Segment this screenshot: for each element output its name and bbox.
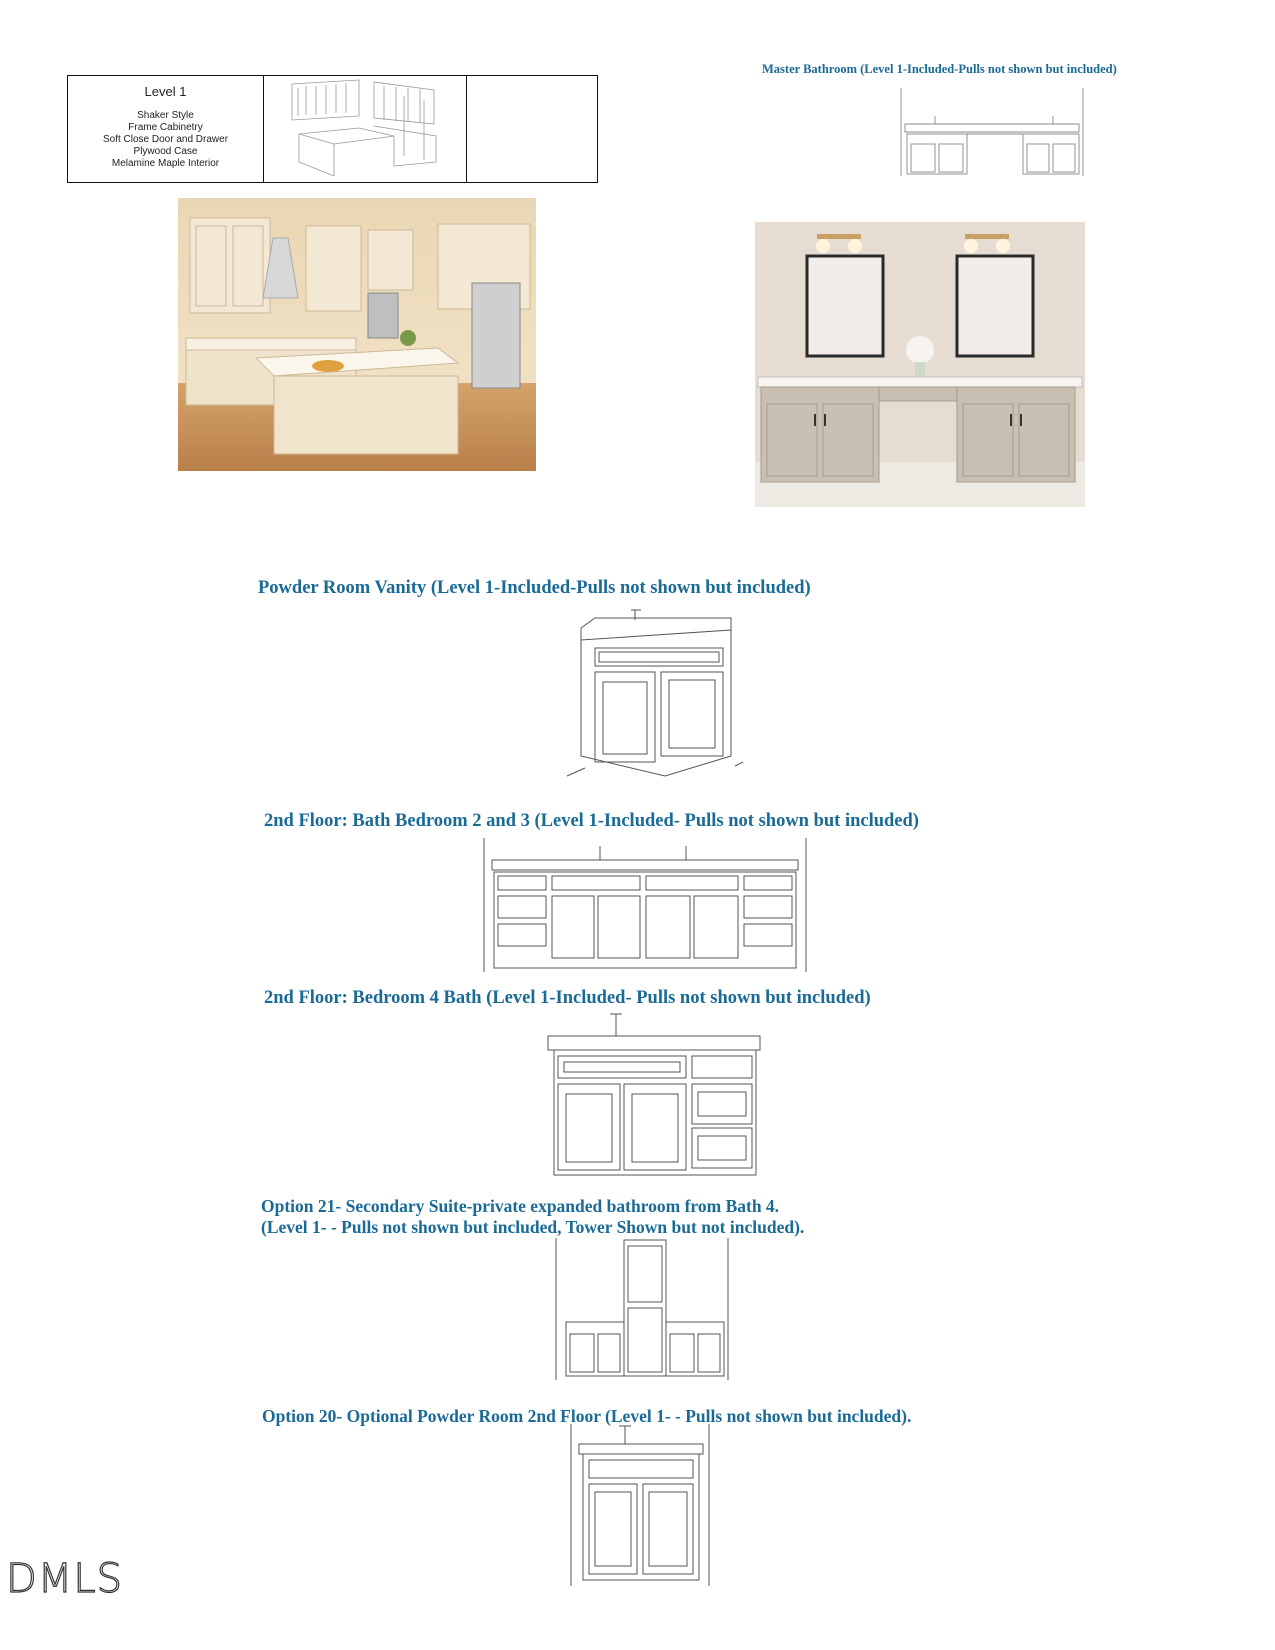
option-20-heading: Option 20- Optional Powder Room 2nd Floor (Level 1- - Pulls not shown but included). xyxy=(262,1406,912,1426)
option-20-vanity-sketch xyxy=(565,1420,715,1590)
kitchen-sketch-cell xyxy=(264,76,467,182)
bath-bedroom-2-3-heading: 2nd Floor: Bath Bedroom 2 and 3 (Level 1-Included- Pulls not shown but included) xyxy=(264,811,919,831)
level-feature: Frame Cabinetry xyxy=(128,122,203,133)
master-bathroom-heading: Master Bathroom (Level 1-Included-Pulls not shown but included) xyxy=(762,62,1117,76)
option-21-subheading: (Level 1- - Pulls not shown but included, Tower Shown but not included). xyxy=(261,1217,805,1237)
option-21-heading: Option 21- Secondary Suite-private expanded bathroom from Bath 4. xyxy=(261,1196,780,1216)
empty-cell xyxy=(467,76,597,182)
master-bath-photo xyxy=(755,222,1085,507)
kitchen-sketch xyxy=(264,76,464,180)
dmls-watermark: DMLS xyxy=(6,1556,123,1602)
powder-room-heading: Powder Room Vanity (Level 1-Included-Pulls not shown but included) xyxy=(258,578,811,598)
level-feature: Plywood Case xyxy=(133,146,198,157)
bedroom-4-vanity-sketch xyxy=(540,1010,770,1180)
bedroom-4-bath-heading: 2nd Floor: Bedroom 4 Bath (Level 1-Included- Pulls not shown but included) xyxy=(264,988,871,1008)
level-title: Level 1 xyxy=(144,84,187,99)
powder-vanity-sketch xyxy=(565,606,745,786)
double-vanity-sketch xyxy=(480,836,810,976)
level-spec-text-cell xyxy=(68,76,264,182)
level-spec-table xyxy=(67,75,598,183)
level-feature-list xyxy=(68,110,263,170)
level-feature: Shaker Style xyxy=(137,110,194,121)
master-vanity-sketch xyxy=(893,84,1093,182)
level-feature: Soft Close Door and Drawer xyxy=(102,134,229,145)
kitchen-photo xyxy=(178,198,536,471)
option-21-vanity-tower-sketch xyxy=(552,1236,732,1384)
level-feature: Melamine Maple Interior xyxy=(111,158,220,169)
